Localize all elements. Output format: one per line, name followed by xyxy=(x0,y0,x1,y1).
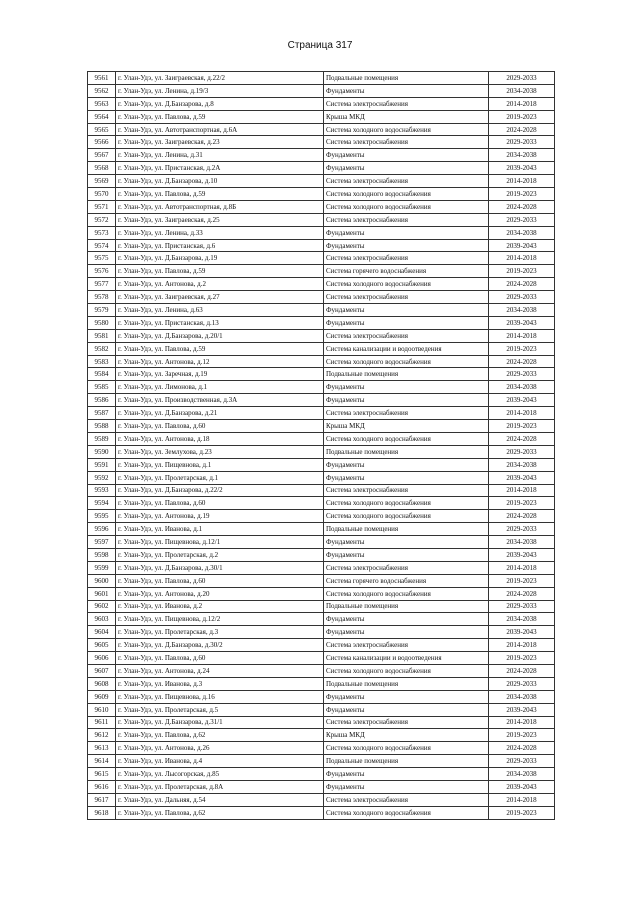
address-cell: г. Улан-Удэ, ул. Заиграевская, д.22/2 xyxy=(116,72,324,85)
period-cell: 2039-2043 xyxy=(489,548,555,561)
address-cell: г. Улан-Удэ, ул. Производственная, д.3А xyxy=(116,394,324,407)
address-cell: г. Улан-Удэ, ул. Антонова, д.26 xyxy=(116,742,324,755)
work-type-cell: Система холодного водоснабжения xyxy=(324,355,489,368)
address-cell: г. Улан-Удэ, ул. Павлова, д.59 xyxy=(116,188,324,201)
period-cell: 2014-2018 xyxy=(489,561,555,574)
table-row xyxy=(88,394,555,407)
row-number-cell: 9604 xyxy=(88,626,116,639)
address-cell: г. Улан-Удэ, ул. Антонова, д.2 xyxy=(116,278,324,291)
address-cell: г. Улан-Удэ, ул. Иванова, д.2 xyxy=(116,600,324,613)
address-cell: г. Улан-Удэ, ул. Землухова, д.23 xyxy=(116,445,324,458)
period-cell: 2034-2038 xyxy=(489,149,555,162)
row-number-cell: 9605 xyxy=(88,639,116,652)
row-number-cell: 9594 xyxy=(88,497,116,510)
row-number-cell: 9577 xyxy=(88,278,116,291)
table-row xyxy=(88,252,555,265)
row-number-cell: 9567 xyxy=(88,149,116,162)
period-cell: 2014-2018 xyxy=(489,407,555,420)
work-type-cell: Подвальные помещения xyxy=(324,445,489,458)
row-number-cell: 9600 xyxy=(88,574,116,587)
period-cell: 2024-2028 xyxy=(489,664,555,677)
period-cell: 2034-2038 xyxy=(489,304,555,317)
address-cell: г. Улан-Удэ, ул. Автотранспортная, д.6А xyxy=(116,123,324,136)
work-type-cell: Фундаменты xyxy=(324,548,489,561)
table-row xyxy=(88,742,555,755)
table-row xyxy=(88,407,555,420)
table-row xyxy=(88,136,555,149)
address-cell: г. Улан-Удэ, ул. Д.Банзарова, д.22/2 xyxy=(116,484,324,497)
period-cell: 2019-2023 xyxy=(489,342,555,355)
table-row xyxy=(88,613,555,626)
work-type-cell: Фундаменты xyxy=(324,458,489,471)
table-row xyxy=(88,587,555,600)
work-type-cell: Подвальные помещения xyxy=(324,755,489,768)
address-cell: г. Улан-Удэ, ул. Антонова, д.12 xyxy=(116,355,324,368)
work-type-cell: Крыша МКД xyxy=(324,729,489,742)
row-number-cell: 9573 xyxy=(88,226,116,239)
row-number-cell: 9568 xyxy=(88,162,116,175)
address-cell: г. Улан-Удэ, ул. Пролетарская, д.2 xyxy=(116,548,324,561)
work-type-cell: Система холодного водоснабжения xyxy=(324,200,489,213)
address-cell: г. Улан-Удэ, ул. Пристанская, д.13 xyxy=(116,316,324,329)
table-row xyxy=(88,458,555,471)
row-number-cell: 9598 xyxy=(88,548,116,561)
work-type-cell: Подвальные помещения xyxy=(324,600,489,613)
address-cell: г. Улан-Удэ, ул. Пищевнова, д.1 xyxy=(116,458,324,471)
row-number-cell: 9596 xyxy=(88,523,116,536)
work-type-cell: Фундаменты xyxy=(324,226,489,239)
period-cell: 2024-2028 xyxy=(489,432,555,445)
period-cell: 2014-2018 xyxy=(489,252,555,265)
period-cell: 2034-2038 xyxy=(489,613,555,626)
row-number-cell: 9597 xyxy=(88,536,116,549)
work-type-cell: Система электроснабжения xyxy=(324,252,489,265)
work-type-cell: Система электроснабжения xyxy=(324,97,489,110)
work-type-cell: Система канализации и водоотведения xyxy=(324,342,489,355)
address-cell: г. Улан-Удэ, ул. Д.Банзарова, д.21 xyxy=(116,407,324,420)
address-cell: г. Улан-Удэ, ул. Ленина, д.19/3 xyxy=(116,84,324,97)
address-cell: г. Улан-Удэ, ул. Заиграевская, д.25 xyxy=(116,213,324,226)
address-cell: г. Улан-Удэ, ул. Иванова, д.3 xyxy=(116,677,324,690)
period-cell: 2014-2018 xyxy=(489,639,555,652)
work-type-cell: Система электроснабжения xyxy=(324,561,489,574)
work-type-cell: Система холодного водоснабжения xyxy=(324,432,489,445)
table-row xyxy=(88,806,555,819)
table-row xyxy=(88,110,555,123)
row-number-cell: 9615 xyxy=(88,768,116,781)
row-number-cell: 9591 xyxy=(88,458,116,471)
period-cell: 2034-2038 xyxy=(489,768,555,781)
table-row xyxy=(88,523,555,536)
row-number-cell: 9607 xyxy=(88,664,116,677)
table-row xyxy=(88,768,555,781)
table-row xyxy=(88,226,555,239)
address-cell: г. Улан-Удэ, ул. Заиграевская, д.23 xyxy=(116,136,324,149)
row-number-cell: 9614 xyxy=(88,755,116,768)
work-type-cell: Крыша МКД xyxy=(324,110,489,123)
row-number-cell: 9576 xyxy=(88,265,116,278)
work-type-cell: Крыша МКД xyxy=(324,420,489,433)
work-type-cell: Система электроснабжения xyxy=(324,639,489,652)
row-number-cell: 9617 xyxy=(88,793,116,806)
table-row xyxy=(88,72,555,85)
work-type-cell: Система холодного водоснабжения xyxy=(324,806,489,819)
row-number-cell: 9603 xyxy=(88,613,116,626)
row-number-cell: 9578 xyxy=(88,291,116,304)
row-number-cell: 9569 xyxy=(88,175,116,188)
work-type-cell: Подвальные помещения xyxy=(324,368,489,381)
table-row xyxy=(88,84,555,97)
work-type-cell: Фундаменты xyxy=(324,239,489,252)
period-cell: 2014-2018 xyxy=(489,97,555,110)
row-number-cell: 9566 xyxy=(88,136,116,149)
address-cell: г. Улан-Удэ, ул. Павлова, д.60 xyxy=(116,420,324,433)
period-cell: 2029-2033 xyxy=(489,523,555,536)
period-cell: 2019-2023 xyxy=(489,420,555,433)
address-cell: г. Улан-Удэ, ул. Д.Банзарова, д.8 xyxy=(116,97,324,110)
address-cell: г. Улан-Удэ, ул. Лимонова, д.1 xyxy=(116,381,324,394)
work-type-cell: Фундаменты xyxy=(324,304,489,317)
period-cell: 2029-2033 xyxy=(489,368,555,381)
period-cell: 2029-2033 xyxy=(489,600,555,613)
table-row xyxy=(88,536,555,549)
table-row xyxy=(88,793,555,806)
work-type-cell: Система горячего водоснабжения xyxy=(324,265,489,278)
address-cell: г. Улан-Удэ, ул. Пролетарская, д.5 xyxy=(116,703,324,716)
row-number-cell: 9590 xyxy=(88,445,116,458)
row-number-cell: 9574 xyxy=(88,239,116,252)
period-cell: 2034-2038 xyxy=(489,536,555,549)
work-type-cell: Подвальные помещения xyxy=(324,523,489,536)
row-number-cell: 9586 xyxy=(88,394,116,407)
work-type-cell: Система холодного водоснабжения xyxy=(324,664,489,677)
period-cell: 2029-2033 xyxy=(489,445,555,458)
row-number-cell: 9608 xyxy=(88,677,116,690)
work-type-cell: Фундаменты xyxy=(324,316,489,329)
period-cell: 2039-2043 xyxy=(489,471,555,484)
address-cell: г. Улан-Удэ, ул. Ленина, д.33 xyxy=(116,226,324,239)
row-number-cell: 9592 xyxy=(88,471,116,484)
period-cell: 2014-2018 xyxy=(489,175,555,188)
address-cell: г. Улан-Удэ, ул. Павлова, д.62 xyxy=(116,729,324,742)
address-cell: г. Улан-Удэ, ул. Пролетарская, д.3 xyxy=(116,626,324,639)
row-number-cell: 9580 xyxy=(88,316,116,329)
address-cell: г. Улан-Удэ, ул. Пищевнова, д.12/2 xyxy=(116,613,324,626)
address-cell: г. Улан-Удэ, ул. Павлова, д.59 xyxy=(116,110,324,123)
page-title: Страница 317 xyxy=(287,40,353,51)
period-cell: 2024-2028 xyxy=(489,200,555,213)
period-cell: 2039-2043 xyxy=(489,626,555,639)
table-row xyxy=(88,664,555,677)
table-row xyxy=(88,162,555,175)
work-type-cell: Система электроснабжения xyxy=(324,793,489,806)
row-number-cell: 9575 xyxy=(88,252,116,265)
work-type-cell: Фундаменты xyxy=(324,780,489,793)
address-cell: г. Улан-Удэ, ул. Павлова, д.59 xyxy=(116,342,324,355)
work-type-cell: Фундаменты xyxy=(324,690,489,703)
period-cell: 2024-2028 xyxy=(489,587,555,600)
row-number-cell: 9601 xyxy=(88,587,116,600)
period-cell: 2029-2033 xyxy=(489,291,555,304)
period-cell: 2024-2028 xyxy=(489,123,555,136)
address-cell: г. Улан-Удэ, ул. Ленина, д.63 xyxy=(116,304,324,317)
address-cell: г. Улан-Удэ, ул. Павлова, д.60 xyxy=(116,574,324,587)
row-number-cell: 9588 xyxy=(88,420,116,433)
period-cell: 2029-2033 xyxy=(489,213,555,226)
table-row xyxy=(88,716,555,729)
period-cell: 2039-2043 xyxy=(489,703,555,716)
period-cell: 2039-2043 xyxy=(489,780,555,793)
table-row xyxy=(88,677,555,690)
period-cell: 2014-2018 xyxy=(489,484,555,497)
table-row xyxy=(88,510,555,523)
address-cell: г. Улан-Удэ, ул. Д.Банзарова, д.31/1 xyxy=(116,716,324,729)
period-cell: 2019-2023 xyxy=(489,652,555,665)
row-number-cell: 9609 xyxy=(88,690,116,703)
row-number-cell: 9561 xyxy=(88,72,116,85)
period-cell: 2024-2028 xyxy=(489,510,555,523)
work-type-cell: Фундаменты xyxy=(324,394,489,407)
address-cell: г. Улан-Удэ, ул. Антонова, д.18 xyxy=(116,432,324,445)
work-type-cell: Система холодного водоснабжения xyxy=(324,278,489,291)
period-cell: 2029-2033 xyxy=(489,72,555,85)
address-cell: г. Улан-Удэ, ул. Пищевнова, д.16 xyxy=(116,690,324,703)
address-cell: г. Улан-Удэ, ул. Антонова, д.24 xyxy=(116,664,324,677)
period-cell: 2034-2038 xyxy=(489,381,555,394)
period-cell: 2019-2023 xyxy=(489,110,555,123)
period-cell: 2039-2043 xyxy=(489,316,555,329)
period-cell: 2029-2033 xyxy=(489,136,555,149)
table-row xyxy=(88,213,555,226)
row-number-cell: 9570 xyxy=(88,188,116,201)
row-number-cell: 9585 xyxy=(88,381,116,394)
table-row xyxy=(88,239,555,252)
work-type-cell: Система электроснабжения xyxy=(324,484,489,497)
work-type-cell: Система холодного водоснабжения xyxy=(324,587,489,600)
row-number-cell: 9562 xyxy=(88,84,116,97)
table-row xyxy=(88,175,555,188)
row-number-cell: 9589 xyxy=(88,432,116,445)
work-type-cell: Система холодного водоснабжения xyxy=(324,510,489,523)
row-number-cell: 9599 xyxy=(88,561,116,574)
row-number-cell: 9571 xyxy=(88,200,116,213)
address-cell: г. Улан-Удэ, ул. Павлова, д.62 xyxy=(116,806,324,819)
row-number-cell: 9612 xyxy=(88,729,116,742)
row-number-cell: 9618 xyxy=(88,806,116,819)
period-cell: 2039-2043 xyxy=(489,239,555,252)
work-type-cell: Фундаменты xyxy=(324,613,489,626)
address-cell: г. Улан-Удэ, ул. Пролетарская, д.8А xyxy=(116,780,324,793)
table-row xyxy=(88,278,555,291)
table-row xyxy=(88,780,555,793)
address-cell: г. Улан-Удэ, ул. Д.Банзарова, д.30/2 xyxy=(116,639,324,652)
period-cell: 2019-2023 xyxy=(489,188,555,201)
table-row xyxy=(88,149,555,162)
row-number-cell: 9616 xyxy=(88,780,116,793)
table-row xyxy=(88,329,555,342)
work-type-cell: Фундаменты xyxy=(324,703,489,716)
work-type-cell: Фундаменты xyxy=(324,626,489,639)
table-row xyxy=(88,381,555,394)
table-row xyxy=(88,316,555,329)
table-row xyxy=(88,639,555,652)
row-number-cell: 9564 xyxy=(88,110,116,123)
work-type-cell: Система электроснабжения xyxy=(324,213,489,226)
period-cell: 2029-2033 xyxy=(489,755,555,768)
period-cell: 2034-2038 xyxy=(489,226,555,239)
row-number-cell: 9572 xyxy=(88,213,116,226)
table-row xyxy=(88,304,555,317)
row-number-cell: 9565 xyxy=(88,123,116,136)
row-number-cell: 9610 xyxy=(88,703,116,716)
table-row xyxy=(88,548,555,561)
work-type-cell: Система электроснабжения xyxy=(324,175,489,188)
row-number-cell: 9602 xyxy=(88,600,116,613)
address-cell: г. Улан-Удэ, ул. Иванова, д.1 xyxy=(116,523,324,536)
work-type-cell: Система электроснабжения xyxy=(324,716,489,729)
table-row xyxy=(88,626,555,639)
period-cell: 2039-2043 xyxy=(489,394,555,407)
period-cell: 2029-2033 xyxy=(489,677,555,690)
period-cell: 2019-2023 xyxy=(489,265,555,278)
row-number-cell: 9563 xyxy=(88,97,116,110)
period-cell: 2014-2018 xyxy=(489,716,555,729)
address-cell: г. Улан-Удэ, ул. Дальняя, д.54 xyxy=(116,793,324,806)
work-type-cell: Фундаменты xyxy=(324,768,489,781)
table-row xyxy=(88,188,555,201)
address-cell: г. Улан-Удэ, ул. Автотранспортная, д.8Б xyxy=(116,200,324,213)
period-cell: 2019-2023 xyxy=(489,574,555,587)
period-cell: 2014-2018 xyxy=(489,793,555,806)
row-number-cell: 9582 xyxy=(88,342,116,355)
address-cell: г. Улан-Удэ, ул. Пристанская, д.2А xyxy=(116,162,324,175)
period-cell: 2039-2043 xyxy=(489,162,555,175)
address-cell: г. Улан-Удэ, ул. Павлова, д.60 xyxy=(116,497,324,510)
period-cell: 2034-2038 xyxy=(489,84,555,97)
table-row xyxy=(88,123,555,136)
table-row xyxy=(88,471,555,484)
row-number-cell: 9613 xyxy=(88,742,116,755)
work-type-cell: Система канализации и водоотведения xyxy=(324,652,489,665)
period-cell: 2034-2038 xyxy=(489,690,555,703)
period-cell: 2024-2028 xyxy=(489,742,555,755)
work-type-cell: Система электроснабжения xyxy=(324,136,489,149)
address-cell: г. Улан-Удэ, ул. Лысогорская, д.85 xyxy=(116,768,324,781)
address-cell: г. Улан-Удэ, ул. Заречная, д.19 xyxy=(116,368,324,381)
row-number-cell: 9611 xyxy=(88,716,116,729)
address-cell: г. Улан-Удэ, ул. Пролетарская, д.1 xyxy=(116,471,324,484)
table-row xyxy=(88,368,555,381)
period-cell: 2034-2038 xyxy=(489,458,555,471)
work-type-cell: Система холодного водоснабжения xyxy=(324,742,489,755)
table-row xyxy=(88,432,555,445)
work-type-cell: Система холодного водоснабжения xyxy=(324,497,489,510)
address-cell: г. Улан-Удэ, ул. Иванова, д.4 xyxy=(116,755,324,768)
work-type-cell: Фундаменты xyxy=(324,381,489,394)
table-row xyxy=(88,574,555,587)
table-body xyxy=(88,72,555,820)
work-type-cell: Фундаменты xyxy=(324,149,489,162)
row-number-cell: 9595 xyxy=(88,510,116,523)
address-cell: г. Улан-Удэ, ул. Павлова, д.59 xyxy=(116,265,324,278)
table-row xyxy=(88,755,555,768)
table-row xyxy=(88,445,555,458)
work-type-cell: Система электроснабжения xyxy=(324,329,489,342)
work-type-cell: Система холодного водоснабжения xyxy=(324,188,489,201)
row-number-cell: 9579 xyxy=(88,304,116,317)
table-row xyxy=(88,690,555,703)
period-cell: 2024-2028 xyxy=(489,278,555,291)
work-type-cell: Система электроснабжения xyxy=(324,407,489,420)
repair-schedule-table xyxy=(87,71,555,820)
table-row xyxy=(88,703,555,716)
table-row xyxy=(88,484,555,497)
row-number-cell: 9583 xyxy=(88,355,116,368)
table-row xyxy=(88,291,555,304)
address-cell: г. Улан-Удэ, ул. Пристанская, д.6 xyxy=(116,239,324,252)
row-number-cell: 9587 xyxy=(88,407,116,420)
work-type-cell: Фундаменты xyxy=(324,162,489,175)
table-row xyxy=(88,497,555,510)
period-cell: 2019-2023 xyxy=(489,497,555,510)
work-type-cell: Подвальные помещения xyxy=(324,72,489,85)
table-row xyxy=(88,200,555,213)
period-cell: 2019-2023 xyxy=(489,806,555,819)
row-number-cell: 9593 xyxy=(88,484,116,497)
table-row xyxy=(88,97,555,110)
table-row xyxy=(88,600,555,613)
address-cell: г. Улан-Удэ, ул. Д.Банзарова, д.20/1 xyxy=(116,329,324,342)
address-cell: г. Улан-Удэ, ул. Д.Банзарова, д.19 xyxy=(116,252,324,265)
work-type-cell: Система горячего водоснабжения xyxy=(324,574,489,587)
work-type-cell: Фундаменты xyxy=(324,84,489,97)
address-cell: г. Улан-Удэ, ул. Антонова, д.20 xyxy=(116,587,324,600)
address-cell: г. Улан-Удэ, ул. Д.Банзарова, д.10 xyxy=(116,175,324,188)
period-cell: 2019-2023 xyxy=(489,729,555,742)
table-row xyxy=(88,729,555,742)
table-row xyxy=(88,355,555,368)
table-row xyxy=(88,420,555,433)
table-row xyxy=(88,265,555,278)
address-cell: г. Улан-Удэ, ул. Ленина, д.31 xyxy=(116,149,324,162)
table-row xyxy=(88,652,555,665)
period-cell: 2014-2018 xyxy=(489,329,555,342)
address-cell: г. Улан-Удэ, ул. Д.Банзарова, д.30/1 xyxy=(116,561,324,574)
row-number-cell: 9581 xyxy=(88,329,116,342)
work-type-cell: Фундаменты xyxy=(324,536,489,549)
address-cell: г. Улан-Удэ, ул. Антонова, д.19 xyxy=(116,510,324,523)
row-number-cell: 9606 xyxy=(88,652,116,665)
table-row xyxy=(88,342,555,355)
table-row xyxy=(88,561,555,574)
work-type-cell: Система электроснабжения xyxy=(324,291,489,304)
row-number-cell: 9584 xyxy=(88,368,116,381)
address-cell: г. Улан-Удэ, ул. Заиграевская, д.27 xyxy=(116,291,324,304)
work-type-cell: Подвальные помещения xyxy=(324,677,489,690)
work-type-cell: Система холодного водоснабжения xyxy=(324,123,489,136)
address-cell: г. Улан-Удэ, ул. Павлова, д.60 xyxy=(116,652,324,665)
address-cell: г. Улан-Удэ, ул. Пищевнова, д.12/1 xyxy=(116,536,324,549)
period-cell: 2024-2028 xyxy=(489,355,555,368)
work-type-cell: Фундаменты xyxy=(324,471,489,484)
